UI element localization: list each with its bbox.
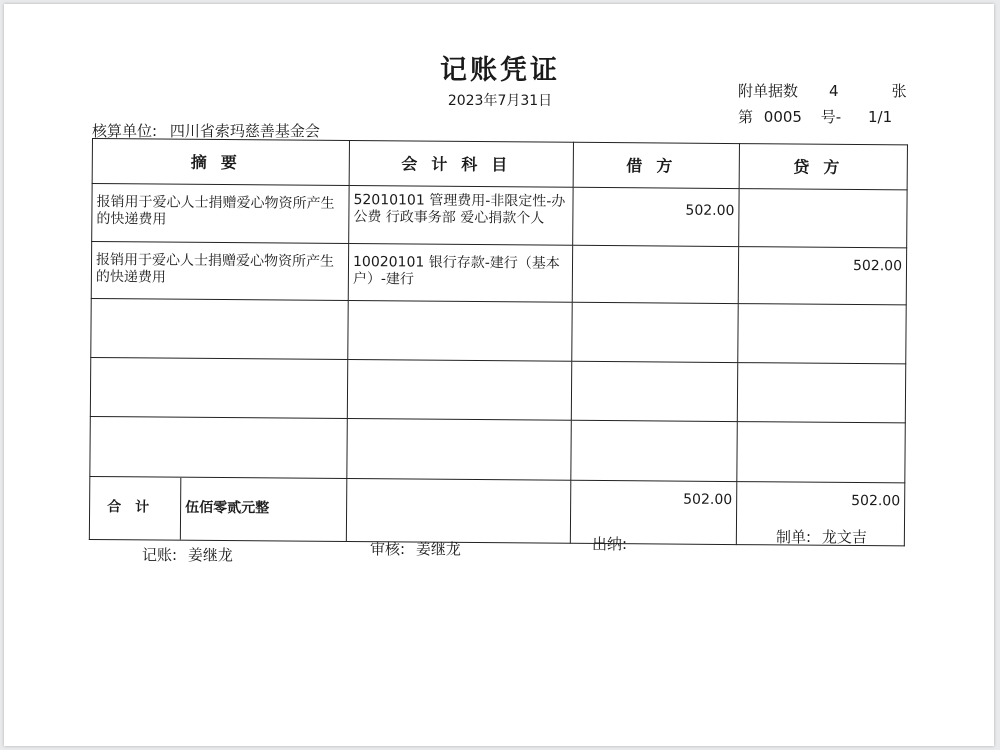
reviewer-label: 审核: xyxy=(370,540,406,558)
voucher-number-line xyxy=(738,106,892,127)
header-credit: 贷方 xyxy=(739,144,907,191)
entry-credit-cell xyxy=(739,189,907,248)
entry-summary: 报销用于爱心人士捐赠爱心物资所产生的快递费用 xyxy=(95,251,335,286)
preparer-line xyxy=(776,526,867,547)
voucher-table xyxy=(89,138,908,546)
header-summary: 摘要 xyxy=(92,139,349,186)
totals-credit: 502.00 xyxy=(851,492,901,509)
entry-account: 52010101 管理费用-非限定性-办公费 行政事务部 爱心捐款个人 xyxy=(353,192,566,227)
totals-amount-words: 伍佰零贰元整 xyxy=(185,499,270,517)
table-row xyxy=(92,184,907,248)
totals-summary-cell xyxy=(89,476,346,541)
voucher-table-wrapper xyxy=(89,138,907,546)
entry-debit-cell xyxy=(573,187,739,246)
entry-debit xyxy=(577,245,734,256)
preparer-label: 制单: xyxy=(776,528,812,546)
totals-debit: 502.00 xyxy=(683,491,733,508)
voucher-number-prefix: 第 xyxy=(738,108,754,126)
table-row-empty xyxy=(91,298,906,364)
totals-label: 合计 xyxy=(90,477,181,540)
attachment-count-line xyxy=(738,80,907,101)
table-row xyxy=(91,241,906,305)
attachment-label: 附单据数 xyxy=(738,82,799,100)
table-header-row xyxy=(92,139,907,191)
voucher-date: 2023年7月31日 xyxy=(447,93,553,109)
entry-summary: 报销用于爱心人士捐赠爱心物资所产生的快递费用 xyxy=(96,194,335,228)
table-row-empty xyxy=(90,358,905,424)
preparer-name: 龙文吉 xyxy=(821,528,867,546)
attachment-count: 4 xyxy=(829,82,839,100)
entry-credit: 502.00 xyxy=(852,257,903,274)
entry-credit-cell xyxy=(738,246,906,305)
attachment-unit: 张 xyxy=(891,82,907,100)
header-account: 会计科目 xyxy=(349,141,573,188)
bookkeeper-label: 记账: xyxy=(142,546,178,564)
entry-account-cell xyxy=(349,186,573,245)
bookkeeper-name: 姜继龙 xyxy=(187,546,233,564)
entry-debit: 502.00 xyxy=(685,202,735,220)
entry-account-cell xyxy=(348,243,572,302)
voucher-page: 1/1 xyxy=(867,108,893,126)
bookkeeper-line xyxy=(142,544,233,565)
cashier-line xyxy=(592,533,633,554)
voucher-number-suffix: 号- xyxy=(820,108,842,126)
reviewer-line xyxy=(370,538,461,559)
entry-credit xyxy=(744,189,903,204)
table-row-empty xyxy=(90,417,905,483)
voucher-title: 记账凭证 xyxy=(440,55,560,86)
accounting-unit-label: 核算单位: xyxy=(92,122,158,140)
accounting-unit-name: 四川省索玛慈善基金会 xyxy=(169,122,320,140)
header-debit: 借方 xyxy=(573,142,739,189)
entry-summary-cell xyxy=(91,241,348,300)
voucher-number: 0005 xyxy=(763,108,802,126)
entry-summary-cell xyxy=(92,184,349,243)
entry-debit-cell xyxy=(572,245,738,304)
reviewer-name: 姜继龙 xyxy=(415,540,461,558)
cashier-label: 出纳: xyxy=(592,535,628,553)
entry-account: 10020101 银行存款-建行（基本户）-建行 xyxy=(352,253,560,288)
